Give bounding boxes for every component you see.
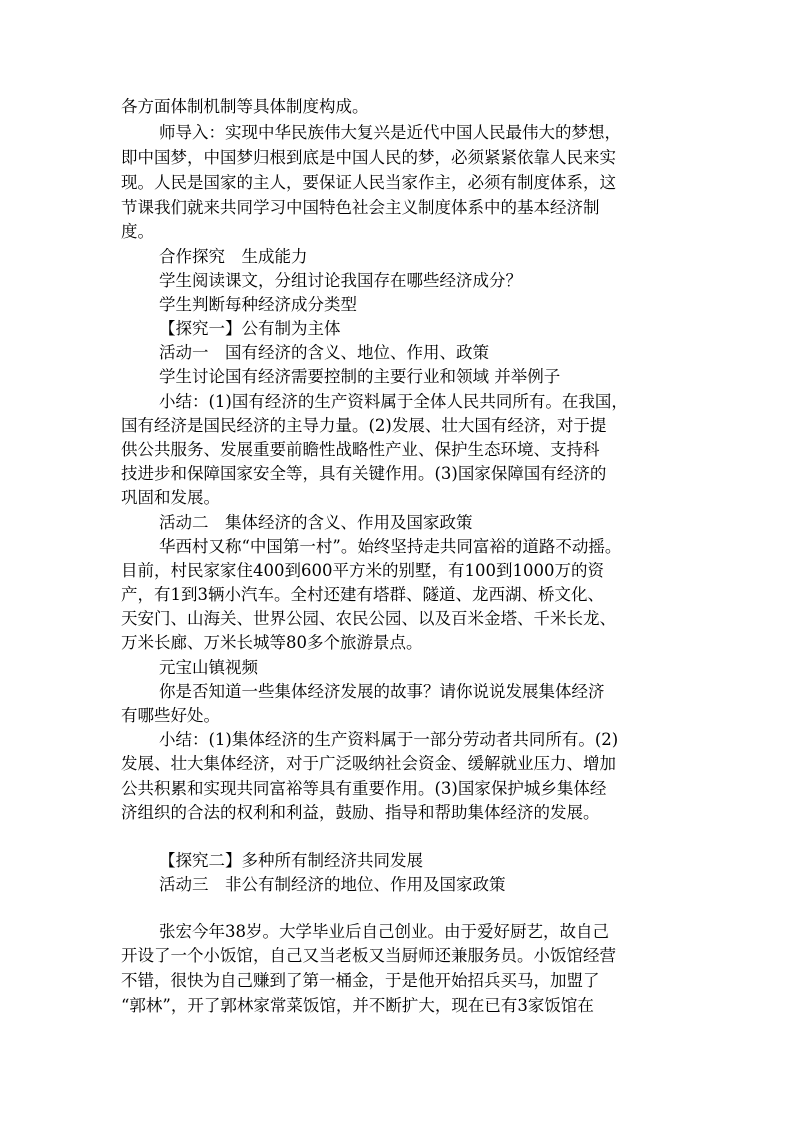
- section-heading: 【探究二】多种所有制经济共同发展: [159, 851, 423, 870]
- text-line: 小结：(1)国有经济的生产资料属于全体人民共同所有。在我国，: [159, 392, 628, 411]
- text-line: 巩固和发展。: [121, 488, 220, 507]
- text-line: 开设了一个小饭馆，自己又当老板又当厨师还兼服务员。小饭馆经营: [121, 946, 616, 965]
- text-line: 天安门、山海关、世界公园、农民公园、以及百米金塔、千米长龙、: [121, 609, 616, 628]
- activity-heading: 活动三 非公有制经济的地位、作用及国家政策: [159, 875, 506, 894]
- activity-heading: 活动二 集体经济的含义、作用及国家政策: [159, 513, 473, 532]
- text-line: “郭林”，开了郭林家常菜饭馆，并不断扩大，现在已有3家饭馆在: [121, 996, 594, 1015]
- text-line: 公共积累和实现共同富裕等具有重要作用。(3)国家保护城乡集体经: [121, 779, 607, 798]
- text-line: 小结：(1)集体经济的生产资料属于一部分劳动者共同所有。(2): [159, 730, 619, 749]
- section-heading: 【探究一】公有制为主体: [159, 319, 341, 338]
- text-line: 元宝山镇视频: [159, 658, 258, 677]
- text-line: 国有经济是国民经济的主导力量。(2)发展、壮大国有经济，对于提: [121, 416, 607, 435]
- text-line: 华西村又称“中国第一村”。始终坚持走共同富裕的道路不动摇。: [159, 537, 622, 556]
- text-line: 即中国梦，中国梦归根到底是中国人民的梦，必须紧紧依靠人民来实: [121, 148, 616, 167]
- text-line: 度。: [121, 222, 154, 241]
- text-line: 节课我们就来共同学习中国特色社会主义制度体系中的基本经济制: [121, 198, 600, 217]
- text-line: 技进步和保障国家安全等，具有关键作用。(3)国家保障国有经济的: [121, 464, 607, 483]
- text-line: 目前，村民家家住400到600平方米的别墅，有100到1000万的资: [121, 561, 604, 580]
- text-line: 你是否知道一些集体经济发展的故事？请你说说发展集体经济: [159, 682, 605, 701]
- text-line: 张宏今年38岁。大学毕业后自己创业。由于爱好厨艺，故自己: [159, 922, 609, 941]
- text-line: 万米长廊、万米长城等80多个旅游景点。: [121, 633, 423, 652]
- activity-heading: 活动一 国有经济的含义、地位、作用、政策: [159, 343, 489, 362]
- text-line: 各方面体制机制等具体制度构成。: [121, 97, 369, 116]
- text-line: 不错，很快为自己赚到了第一桶金，于是他开始招兵买马，加盟了: [121, 971, 600, 990]
- text-line: 学生讨论国有经济需要控制的主要行业和领域 并举例子: [159, 367, 561, 386]
- text-line: 师导入：实现中华民族伟大复兴是近代中国人民最伟大的梦想，: [159, 123, 621, 142]
- text-line: 济组织的合法的权利和利益，鼓励、指导和帮助集体经济的发展。: [121, 803, 600, 822]
- text-line: 供公共服务、发展重要前瞻性战略性产业、保护生态环境、支持科: [121, 440, 600, 459]
- text-line: 学生阅读课文，分组讨论我国存在哪些经济成分？: [159, 271, 522, 290]
- text-line: 现。人民是国家的主人，要保证人民当家作主，必须有制度体系，这: [121, 173, 616, 192]
- text-line: 有哪些好处。: [121, 706, 220, 725]
- text-line: 发展、壮大集体经济，对于广泛吸纳社会资金、缓解就业压力、增加: [121, 754, 616, 773]
- text-line: 学生判断每种经济成分类型: [159, 295, 357, 314]
- section-heading: 合作探究 生成能力: [159, 247, 308, 266]
- text-line: 产，有1到3辆小汽车。全村还建有塔群、隧道、龙西湖、桥文化、: [121, 585, 604, 604]
